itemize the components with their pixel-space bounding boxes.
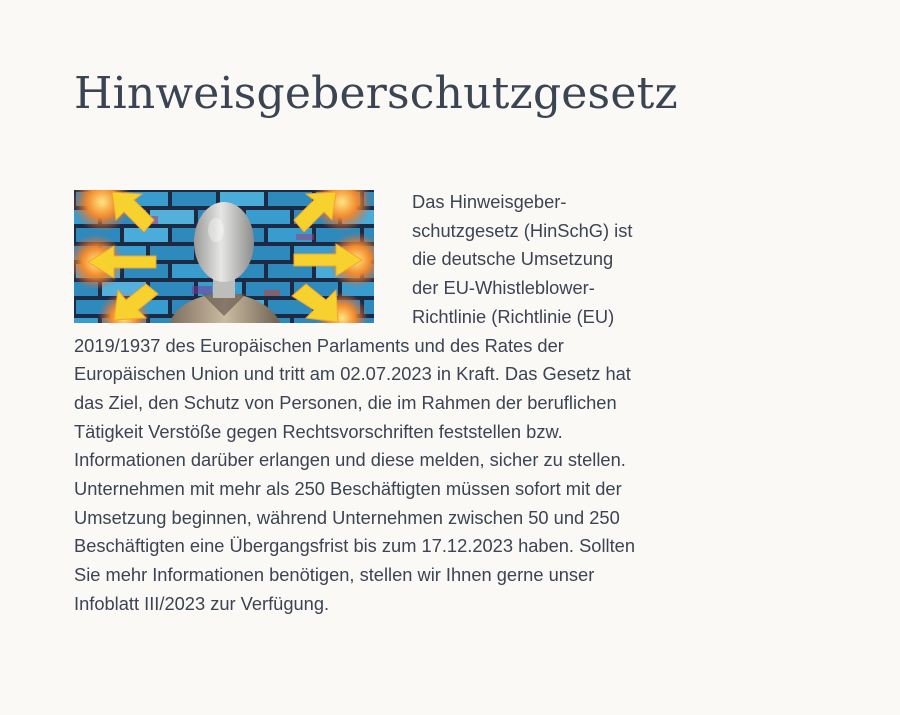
article bbox=[74, 58, 678, 619]
whistleblower-illustration bbox=[74, 188, 374, 323]
article-paragraph: Das Hinweisgeberschutzgesetz (HinSchG) ist die deutsche Umsetzung der EU-Whistleblower-Richtlinie (Richtlinie (EU) 2019/1937 des Europäischen Parlaments und des Rates der Europäischen Union und tritt am 02.07.2023 in Kraft. Das Gesetz hat das Ziel, den Schutz von Personen, die im Rahmen der beruflichen Tätigkeit Verstöße gegen Rechtsvorschriften feststellen bzw. Informationen darüber erlangen und diese melden, sicher zu stellen. Unternehmen mit mehr als 250 Beschäftigten müssen sofort mit der Umsetzung beginnen, während Unternehmen zwischen 50 und 250 Beschäftigten eine Übergangsfrist bis zum 17.12.2023 haben. Sollten Sie mehr Informationen benötigen, stellen wir Ihnen gerne unser Infoblatt III/2023 zur Verfügung. bbox=[74, 191, 635, 614]
page-title: Hinweisgeberschutzgesetz bbox=[74, 68, 678, 119]
mannequin-arrows-icon bbox=[74, 190, 374, 323]
article-body bbox=[74, 188, 644, 619]
